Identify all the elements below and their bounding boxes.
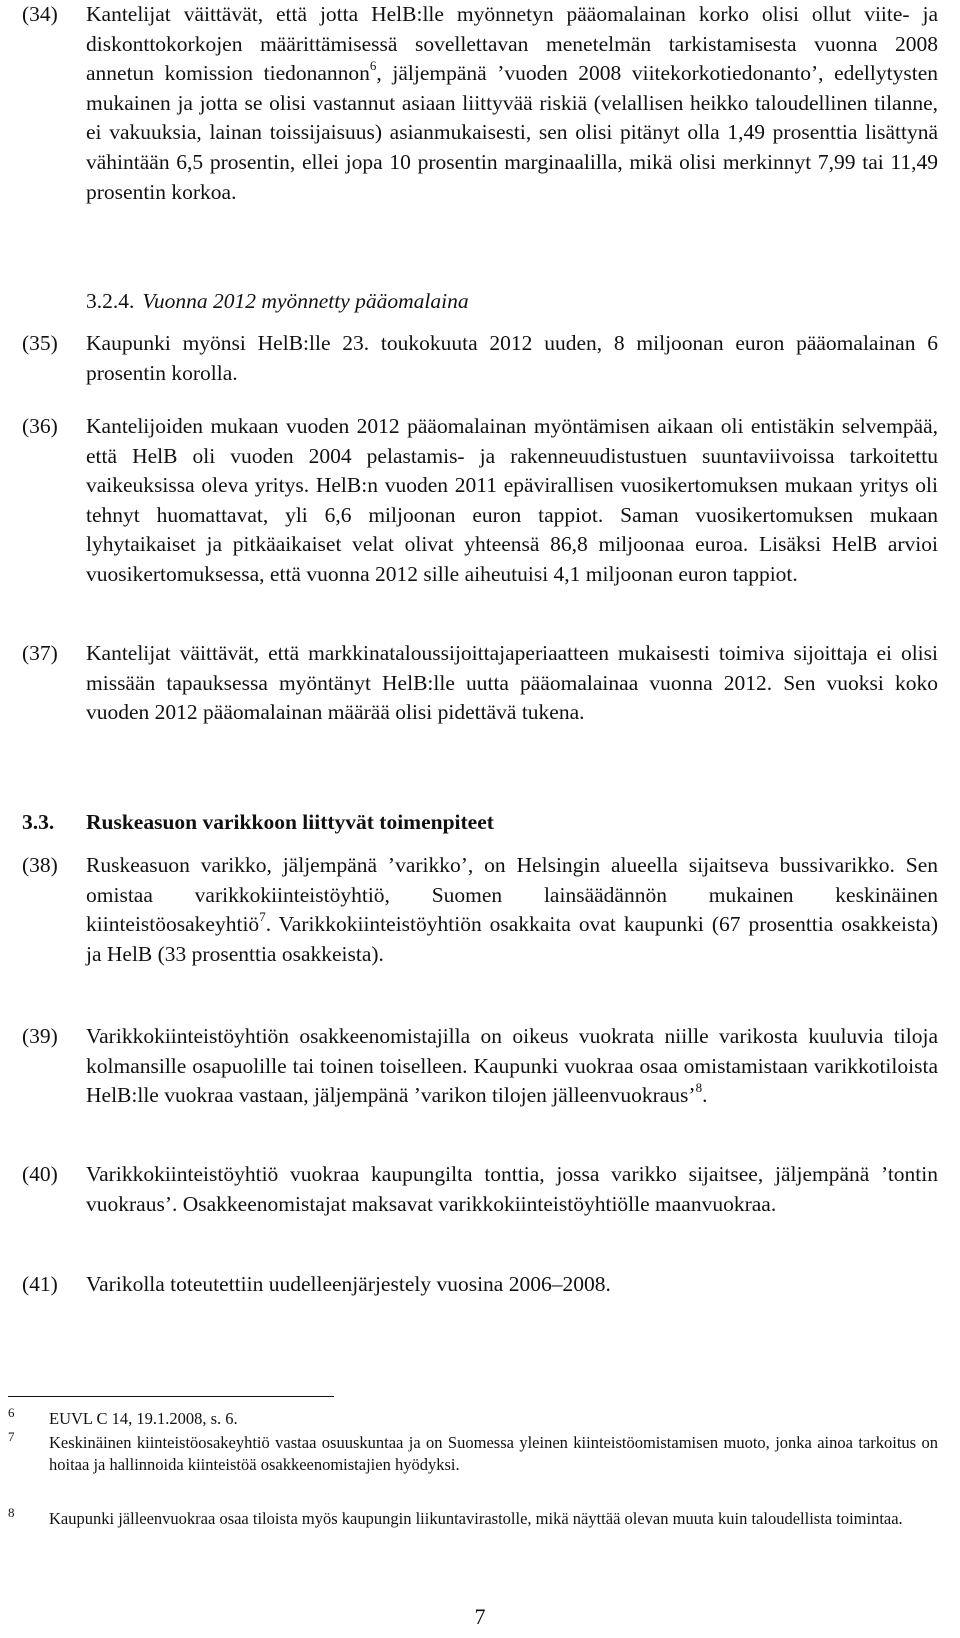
footnote-separator <box>8 1396 334 1397</box>
section-heading <box>22 808 494 838</box>
paragraph-text: Kantelijat väittävät, että markkinataloussijoittajaperiaatteen mukaisesti toimiva sijoittaja ei olisi missään tapauksessa myöntänyt HelB:lle uutta pääomalainaa vuonna 2012. Sen vuoksi koko vuoden 2012 pääomalainan määrää olisi pidettävä tukena. <box>86 641 938 725</box>
paragraph-number: (38) <box>22 853 58 877</box>
footnote-6 <box>8 1405 938 1430</box>
paragraph-36 <box>22 412 938 590</box>
subsection-heading <box>86 287 469 317</box>
paragraph-text: Ruskeasuon varikko, jäljempänä ’varikko’, on Helsingin alueella sijaitseva bussivarikko. Sen omistaa varikkokiinteistöyhtiö, Suomen lainsäädännön mukainen keskinäinen kiinteistöosakeyhtiö$^7$. Varikkokiinteistöyhtiön osakkaita ovat kaupunki (67 prosenttia osakkeista) ja HelB (33 prosenttia osakkeista). <box>86 853 938 966</box>
paragraph-number: (40) <box>22 1162 58 1186</box>
page-number: 7 <box>474 1604 486 1629</box>
footnote-8 <box>8 1505 938 1530</box>
paragraph-number: (35) <box>22 331 58 355</box>
paragraph-40 <box>22 1160 938 1219</box>
paragraph-text: Varikkokiinteistöyhtiö vuokraa kaupungilta tonttia, jossa varikko sijaitsee, jäljempänä ’tontin vuokraus’. Osakkeenomistajat maksavat varikkokiinteistöyhtiölle maanvuokraa. <box>86 1162 938 1216</box>
footnote-text: Kaupunki jälleenvuokraa osaa tiloista myös kaupungin liikuntavirastolle, mikä näyttää olevan muuta kuin taloudellista toimintaa. <box>49 1509 903 1528</box>
footnote-text: EUVL C 14, 19.1.2008, s. 6. <box>49 1409 238 1428</box>
footnote-ref-6[interactable]: 6 <box>369 58 377 74</box>
paragraph-text: Kantelijoiden mukaan vuoden 2012 pääomalainan myöntämisen aikaan oli entistäkin selvempää, että HelB oli vuoden 2004 pelastamis- ja rakenneuudistustuen suuntaviivoissa tarkoitettu vaikeuksissa oleva yritys. HelB:n vuoden 2011 epävirallisen vuosikertomuksen mukaan yritys oli tehnyt huomattavat, yli 6,6 miljoonan euron tappiot. Saman vuosikertomuksen mukaan lyhytaikaiset ja pitkäaikaiset velat olivat yhteensä 86,8 miljoonaa euroa. Lisäksi HelB arvioi vuosikertomuksessa, että vuonna 2012 sille aiheutuisi 4,1 miljoonan euron tappiot. <box>86 414 938 586</box>
paragraph-number: (37) <box>22 641 58 665</box>
footnote-number: 7 <box>8 1429 15 1444</box>
paragraph-text: Varikkokiinteistöyhtiön osakkeenomistajilla on oikeus vuokrata niille varikosta kuuluvia tiloja kolmansille osapuolille tai toinen toiselleen. Kaupunki vuokraa osaa omistamistaan varikkotiloista HelB:lle vuokraa vastaan, jäljempänä ’varikon tilojen jälleenvuokraus’$^8$. <box>86 1024 938 1108</box>
footnote-ref-8[interactable]: 8 <box>695 1080 703 1096</box>
paragraph-35 <box>22 329 938 388</box>
paragraph-text: Varikolla toteutettiin uudelleenjärjestely vuosina 2006–2008. <box>86 1272 611 1296</box>
footnote-text: Keskinäinen kiinteistöosakeyhtiö vastaa osuuskuntaa ja on Suomessa yleinen kiinteistöomistamisen muoto, jonka ainoa tarkoitus on hoitaa ja hallinnoida kiinteistöä osakkeenomistajien hyödyksi. <box>49 1433 938 1474</box>
paragraph-39 <box>22 1022 938 1111</box>
footnote-number: 8 <box>8 1505 15 1520</box>
paragraph-text: Kaupunki myönsi HelB:lle 23. toukokuuta 2012 uuden, 8 miljoonan euron pääomalainan 6 prosentin korolla. <box>86 331 938 385</box>
paragraph-number: (36) <box>22 414 58 438</box>
paragraph-number: (41) <box>22 1272 58 1296</box>
section-number: 3.3. <box>22 810 55 834</box>
subsection-number: 3.2.4. <box>86 289 135 313</box>
footnote-ref-7[interactable]: 7 <box>259 909 266 925</box>
paragraph-37 <box>22 639 938 728</box>
paragraph-41 <box>22 1270 938 1300</box>
paragraph-34 <box>22 0 938 207</box>
paragraph-number: (39) <box>22 1024 58 1048</box>
section-title: Ruskeasuon varikkoon liittyvät toimenpiteet <box>86 810 494 834</box>
paragraph-text: Kantelijat väittävät, että jotta HelB:lle myönnetyn pääomalainan korko olisi ollut viite- ja diskonttokorkojen määrittämisessä sovellettavan menetelmän tarkistamisesta vuonna 2008 annetun komission tiedonannon$^6$, jäljempänä ’vuoden 2008 viitekorkotiedonanto’, edellytysten mukainen ja jotta se olisi vastannut asiaan liittyvää riskiä (velallisen heikko taloudellinen tilanne, ei vakuuksia, lainan toissijaisuus) asianmukaisesti, sen olisi pitänyt olla 1,49 prosenttia lisättynä vähintään 6,5 prosentin, ellei jopa 10 prosentin marginaalilla, mikä olisi merkinnyt 7,99 tai 11,49 prosentin korkoa. <box>86 2 938 204</box>
paragraph-number: (34) <box>22 2 58 26</box>
footnote-number: 6 <box>8 1405 15 1420</box>
paragraph-38 <box>22 851 938 969</box>
subsection-title: Vuonna 2012 myönnetty pääomalaina <box>142 289 469 313</box>
footnote-7 <box>8 1429 938 1476</box>
